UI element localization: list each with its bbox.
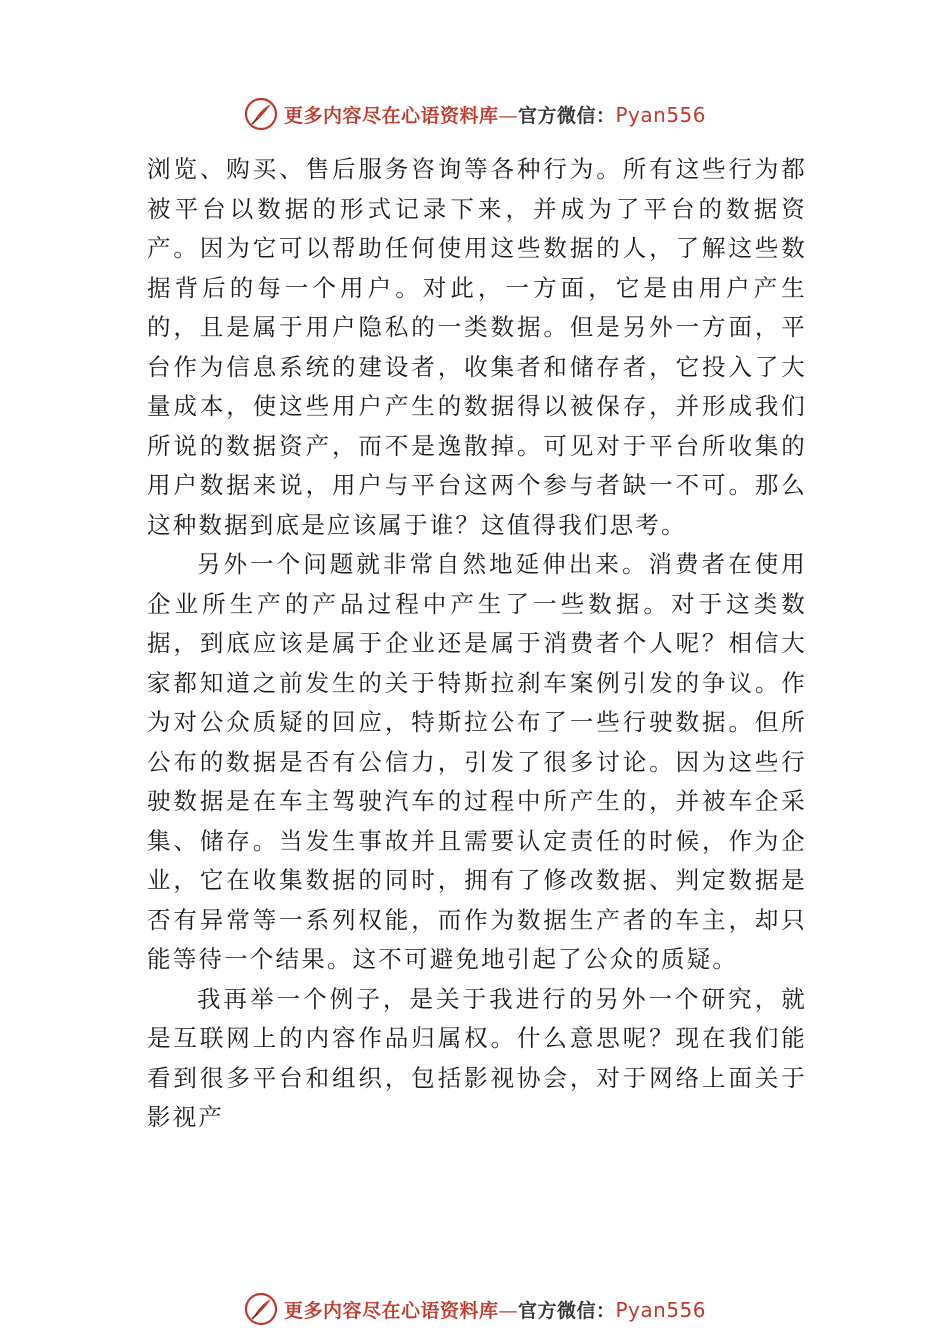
watermark-brand: 更多内容尽在心语资料库	[283, 104, 499, 127]
paragraph-2: 另外一个问题就非常自然地延伸出来。消费者在使用企业所生产的产品过程中产生了一些数据。对于这类数据，到底应该是属于企业还是属于消费者个人呢？相信大家都知道之前发生的关于特斯拉刹车案例引发的争议。作为对公众质疑的回应，特斯拉公布了一些行驶数据。但所公布的数据是否有公信力，引发了很多讨论。因为这些行驶数据是在车主驾驶汽车的过程中所产生的，并被车企采集、储存。当发生事故并且需要认定责任的时候，作为企业，它在收集数据的同时，拥有了修改数据、判定数据是否有异常等一系列权能，而作为数据生产者的车主，却只能等待一个结果。这不可避免地引起了公众的质疑。	[147, 550, 807, 973]
watermark-dash: —	[498, 104, 518, 127]
paragraph-1: 浏览、购买、售后服务咨询等各种行为。所有这些行为都被平台以数据的形式记录下来，并成为了平台的数据资产。因为它可以帮助任何使用这些数据的人，了解这些数据背后的每一个用户。对此，一方面，它是由用户产生的，且是属于用户隐私的一类数据。但是另外一方面，平台作为信息系统的建设者，收集者和储存者，它投入了大量成本，使这些用户产生的数据得以被保存，并形成我们所说的数据资产，而不是逸散掉。可见对于平台所收集的用户数据来说，用户与平台这两个参与者缺一不可。那么这种数据到底是应该属于谁？这值得我们思考。	[147, 155, 807, 539]
header-watermark	[0, 92, 950, 136]
watermark-wechat-id: Pyan556	[615, 1297, 707, 1322]
watermark-wechat-id: Pyan556	[615, 102, 707, 127]
watermark-text	[284, 1296, 706, 1323]
footer-watermark	[0, 1287, 950, 1331]
document-body	[147, 150, 807, 1138]
quill-logo-icon	[244, 1292, 278, 1326]
watermark-brand: 更多内容尽在心语资料库	[283, 1299, 499, 1322]
watermark-official-label: 官方微信：	[517, 104, 616, 127]
watermark-dash: —	[498, 1299, 518, 1322]
watermark-official-label: 官方微信：	[517, 1299, 616, 1322]
paragraph-3: 我再举一个例子，是关于我进行的另外一个研究，就是互联网上的内容作品归属权。什么意思呢？现在我们能看到很多平台和组织，包括影视协会，对于网络上面关于影视产	[147, 984, 807, 1131]
watermark-text	[284, 101, 706, 128]
quill-logo-icon	[244, 97, 278, 131]
